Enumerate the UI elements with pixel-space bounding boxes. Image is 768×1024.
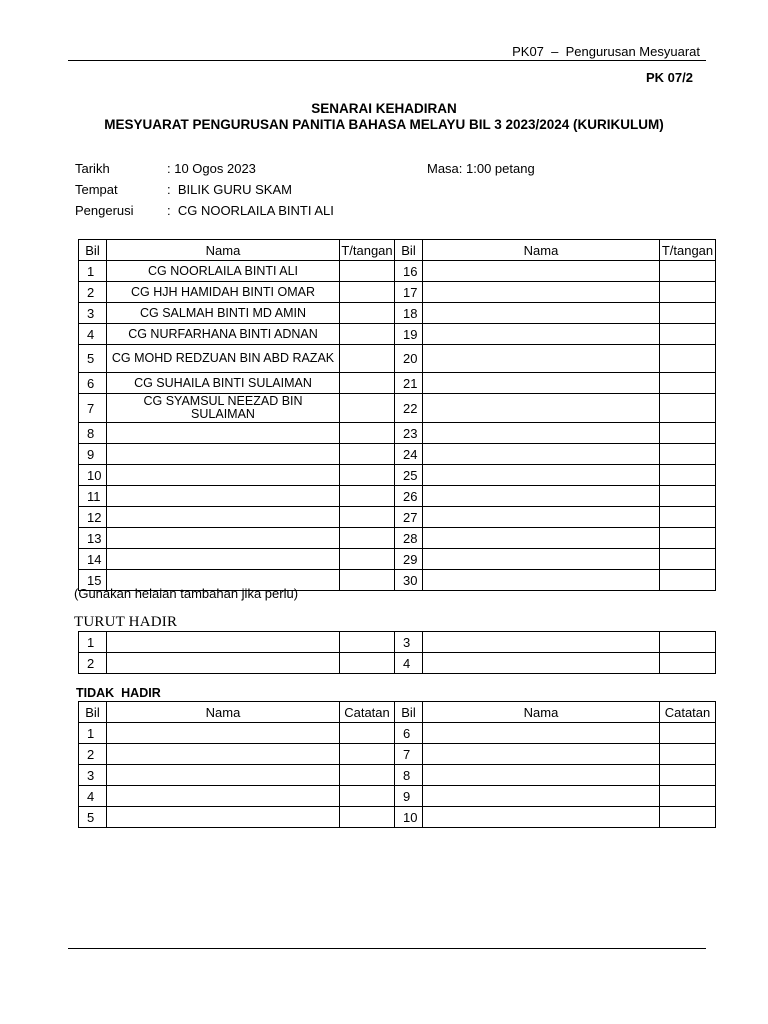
row-number: 4 [395,653,423,674]
absentee-name[interactable] [423,744,660,765]
row-number: 23 [395,423,423,444]
absentee-name[interactable] [107,807,340,828]
row-number: 21 [395,373,423,394]
row-number: 1 [79,261,107,282]
table-row [79,765,716,786]
row-number: 18 [395,303,423,324]
remarks-cell[interactable] [660,807,716,828]
signature-cell[interactable] [340,303,395,324]
absentee-name[interactable] [423,786,660,807]
attendee-name[interactable] [423,570,660,591]
signature-cell[interactable] [660,507,716,528]
attendee-name[interactable] [423,345,660,373]
absentee-name[interactable] [107,744,340,765]
remarks-cell[interactable] [660,723,716,744]
signature-cell[interactable] [340,282,395,303]
row-number: 1 [79,632,107,653]
row-number: 10 [395,807,423,828]
remarks-cell[interactable] [340,765,395,786]
row-number: 30 [395,570,423,591]
row-number: 5 [79,345,107,373]
remarks-cell[interactable] [340,807,395,828]
absentee-name[interactable] [107,786,340,807]
absentee-name[interactable] [423,723,660,744]
row-number: 19 [395,324,423,345]
attendee-name[interactable] [423,423,660,444]
turut-hadir-heading: TURUT HADIR [74,614,178,630]
row-number: 9 [395,786,423,807]
row-number: 27 [395,507,423,528]
absentee-name[interactable] [107,723,340,744]
attendee-name[interactable] [107,465,340,486]
signature-cell[interactable] [660,549,716,570]
attendee-name[interactable] [423,653,660,674]
turut-hadir-table [78,631,716,674]
row-number: 28 [395,528,423,549]
header-catatan: Catatan [340,702,395,723]
meeting-title: MESYUARAT PENGURUSAN PANITIA BAHASA MELAYU BIL 3 2023/2024 (KURIKULUM) [104,117,664,132]
signature-cell[interactable] [340,486,395,507]
table-row [79,807,716,828]
row-number: 4 [79,786,107,807]
row-number: 13 [79,528,107,549]
header-nama: Nama [107,240,340,261]
signature-cell[interactable] [340,444,395,465]
row-number: 5 [79,807,107,828]
row-number: 25 [395,465,423,486]
attendee-name[interactable] [423,632,660,653]
signature-cell[interactable] [340,261,395,282]
table-row [79,423,716,444]
attendee-name[interactable] [423,549,660,570]
signature-cell[interactable] [340,465,395,486]
signature-cell[interactable] [660,345,716,373]
signature-cell[interactable] [660,282,716,303]
table-row [79,632,716,653]
absentee-name[interactable] [423,765,660,786]
signature-cell[interactable] [660,261,716,282]
row-number: 8 [395,765,423,786]
row-number: 14 [79,549,107,570]
attendee-name[interactable] [423,444,660,465]
attendee-name: CG SUHAILA BINTI SULAIMAN [107,373,340,394]
row-number: 7 [395,744,423,765]
row-number: 1 [79,723,107,744]
attendee-name[interactable] [423,394,660,423]
table-row [79,528,716,549]
row-number: 9 [79,444,107,465]
row-number: 10 [79,465,107,486]
attendee-name[interactable] [107,507,340,528]
signature-cell[interactable] [340,507,395,528]
row-number: 17 [395,282,423,303]
tidak-hadir-heading: TIDAK HADIR [76,686,161,700]
chair-label: Pengerusi [75,203,134,218]
row-number: 22 [395,394,423,423]
attendee-name[interactable] [423,465,660,486]
signature-cell[interactable] [340,373,395,394]
remarks-cell[interactable] [660,786,716,807]
attendee-name[interactable] [423,282,660,303]
table-row [79,507,716,528]
remarks-cell[interactable] [660,765,716,786]
place-value: : BILIK GURU SKAM [167,182,292,197]
signature-cell[interactable] [340,570,395,591]
date-label: Tarikh [75,161,110,176]
signature-cell[interactable] [660,486,716,507]
row-number: 2 [79,744,107,765]
row-number: 24 [395,444,423,465]
row-number: 7 [79,394,107,423]
table-row [79,303,716,324]
signature-cell[interactable] [660,632,716,653]
attendee-name: CG MOHD REDZUAN BIN ABD RAZAK [107,345,340,373]
row-number: 3 [79,303,107,324]
tidak-hadir-header-row [79,702,716,723]
table-row [79,653,716,674]
attendee-name: CG HJH HAMIDAH BINTI OMAR [107,282,340,303]
row-number: 2 [79,653,107,674]
row-number: 12 [79,507,107,528]
attendee-name[interactable] [107,486,340,507]
tidak-hadir-table [78,701,716,828]
table-row [79,324,716,345]
signature-cell[interactable] [660,324,716,345]
attendee-name[interactable] [423,373,660,394]
signature-cell[interactable] [340,423,395,444]
attendee-name: CG NOORLAILA BINTI ALI [107,261,340,282]
signature-cell[interactable] [340,549,395,570]
attendee-name[interactable] [423,507,660,528]
row-number: 8 [79,423,107,444]
date-value: : 10 Ogos 2023 [167,161,256,176]
place-label: Tempat [75,182,118,197]
signature-cell[interactable] [660,303,716,324]
row-number: 20 [395,345,423,373]
form-header-title: PK07 – Pengurusan Mesyuarat [512,44,700,59]
attendance-header-row [79,240,716,261]
header-nama: Nama [423,240,660,261]
header-bil: Bil [79,702,107,723]
table-row [79,261,716,282]
attendee-name: CG SYAMSUL NEEZAD BIN SULAIMAN [107,394,340,423]
extra-sheet-note: (Gunakan helaian tambahan jika perlu) [74,586,299,601]
attendee-name[interactable] [107,632,340,653]
attendee-name[interactable] [107,653,340,674]
signature-cell[interactable] [660,394,716,423]
signature-cell[interactable] [660,423,716,444]
signature-cell[interactable] [340,394,395,423]
row-number: 16 [395,261,423,282]
header-nama: Nama [423,702,660,723]
table-row [79,786,716,807]
remarks-cell[interactable] [660,744,716,765]
remarks-cell[interactable] [340,786,395,807]
time-value: Masa: 1:00 petang [427,161,535,176]
row-number: 6 [395,723,423,744]
absentee-name[interactable] [423,807,660,828]
header-bil: Bil [395,702,423,723]
attendee-name: CG NURFARHANA BINTI ADNAN [107,324,340,345]
remarks-cell[interactable] [340,723,395,744]
signature-cell[interactable] [340,528,395,549]
table-row [79,723,716,744]
attendee-name[interactable] [423,303,660,324]
header-bil: Bil [79,240,107,261]
attendee-name[interactable] [423,324,660,345]
attendee-name[interactable] [107,444,340,465]
signature-cell[interactable] [340,632,395,653]
header-divider [68,60,706,61]
row-number: 6 [79,373,107,394]
table-row [79,345,716,373]
signature-cell[interactable] [660,570,716,591]
row-number: 3 [395,632,423,653]
signature-cell[interactable] [660,373,716,394]
table-row [79,282,716,303]
document-reference: PK 07/2 [646,70,693,85]
attendee-name[interactable] [423,486,660,507]
signature-cell[interactable] [660,528,716,549]
signature-cell[interactable] [660,444,716,465]
attendee-name: CG SALMAH BINTI MD AMIN [107,303,340,324]
row-number: 4 [79,324,107,345]
attendee-name[interactable] [107,528,340,549]
header-tandatangan: T/tangan [660,240,716,261]
signature-cell[interactable] [340,345,395,373]
table-row [79,373,716,394]
table-row [79,486,716,507]
attendance-table [78,239,716,591]
attendee-name[interactable] [423,261,660,282]
table-row [79,465,716,486]
attendee-name[interactable] [107,423,340,444]
header-nama: Nama [107,702,340,723]
signature-cell[interactable] [340,324,395,345]
chair-value: : CG NOORLAILA BINTI ALI [167,203,334,218]
signature-cell[interactable] [660,653,716,674]
absentee-name[interactable] [107,765,340,786]
remarks-cell[interactable] [340,744,395,765]
header-tandatangan: T/tangan [340,240,395,261]
row-number: 3 [79,765,107,786]
footer-divider [68,948,706,949]
document-title: SENARAI KEHADIRAN [311,101,457,116]
attendee-name[interactable] [107,549,340,570]
row-number: 15 [79,570,107,591]
header-bil: Bil [395,240,423,261]
table-row [79,744,716,765]
row-number: 2 [79,282,107,303]
row-number: 29 [395,549,423,570]
table-row [79,549,716,570]
row-number: 26 [395,486,423,507]
row-number: 11 [79,486,107,507]
signature-cell[interactable] [660,465,716,486]
attendee-name[interactable] [423,528,660,549]
signature-cell[interactable] [340,653,395,674]
table-row [79,444,716,465]
table-row [79,394,716,423]
header-catatan: Catatan [660,702,716,723]
